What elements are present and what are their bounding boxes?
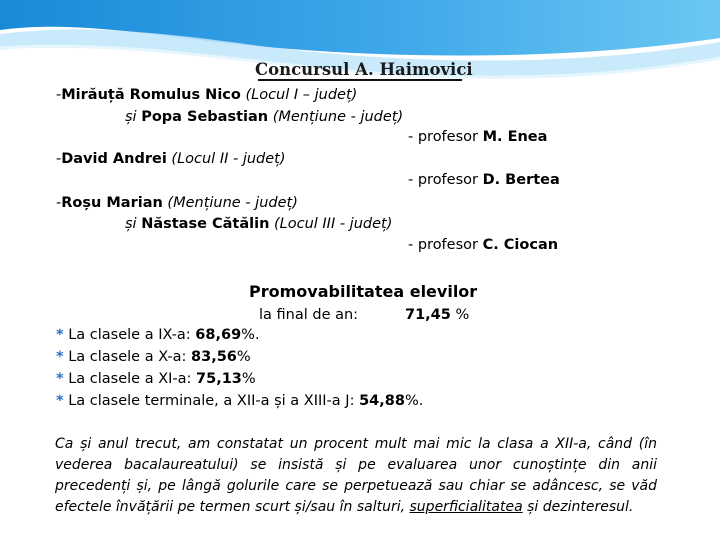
- teacher-line: - profesor C. Ciocan: [408, 237, 559, 253]
- page-title: Concursul A. Haimovici: [255, 60, 473, 79]
- award-line: și Popa Sebastian (Mențiune - județ): [125, 109, 404, 125]
- award-line: -Mirăuță Romulus Nico (Locul I – județ): [56, 87, 358, 103]
- bullet-icon: *: [56, 327, 64, 343]
- bullet-icon: *: [56, 349, 64, 365]
- section-title: Promovabilitatea elevilor: [249, 282, 478, 301]
- list-item: * La clasele terminale, a XII-a și a XIII-a J: 54,88%.: [56, 393, 424, 409]
- final-rate-value: 71,45 %: [405, 307, 470, 323]
- conclusion-paragraph: Ca și anul trecut, am constatat un procent mult mai mic la clasa a XII-a, când (în vederea bacalaureatului) se insistă și pe evaluarea unor cunoștințe din anii precedenți și, pe lângă golurile care se perpetuează sau chiar se adâncesc, se văd efectele învățării pe termen scurt și/sau în salturi, superficialitatea și dezinteresul.: [55, 436, 657, 515]
- teacher-line: - profesor M. Enea: [408, 129, 548, 145]
- title-underline: [258, 79, 462, 81]
- bullet-icon: *: [56, 393, 64, 409]
- award-line: -Roșu Marian (Mențiune - județ): [56, 195, 298, 211]
- bullet-icon: *: [56, 371, 64, 387]
- list-item: * La clasele a XI-a: 75,13%: [56, 371, 256, 387]
- award-line: -David Andrei (Locul II - județ): [56, 151, 286, 167]
- list-item: * La clasele a IX-a: 68,69%.: [56, 327, 260, 343]
- final-rate: la final de an:: [259, 307, 359, 323]
- award-line: și Năstase Cătălin (Locul III - județ): [125, 216, 393, 232]
- teacher-line: - profesor D. Bertea: [408, 172, 560, 188]
- list-item: * La clasele a X-a: 83,56%: [56, 349, 251, 365]
